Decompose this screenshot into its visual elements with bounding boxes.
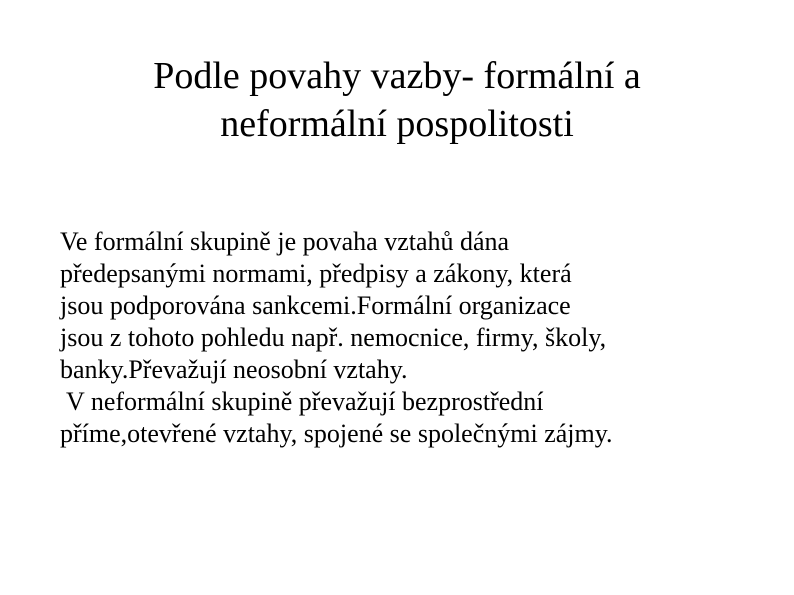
body-line-2: předepsanými normami, předpisy a zákony, která — [60, 259, 572, 288]
body-line-5: banky.Převažují neosobní vztahy. — [60, 355, 408, 384]
body-line-7: příme,otevřené vztahy, spojené se společnými zájmy. — [60, 419, 613, 448]
body-line-4: jsou z tohoto pohledu např. nemocnice, firmy, školy, — [60, 323, 607, 352]
slide-title-line-1: Podle povahy vazby- formální a — [153, 55, 641, 97]
body-line-6: V neformální skupině převažují bezprostřední — [60, 387, 544, 416]
body-line-1: Ve formální skupině je povaha vztahů dána — [60, 227, 510, 256]
slide-title — [60, 52, 734, 148]
slide-body-text — [60, 226, 780, 450]
slide-title-line-2: neformální pospolitosti — [220, 103, 574, 145]
body-line-3: jsou podporována sankcemi.Formální organizace — [60, 291, 571, 320]
